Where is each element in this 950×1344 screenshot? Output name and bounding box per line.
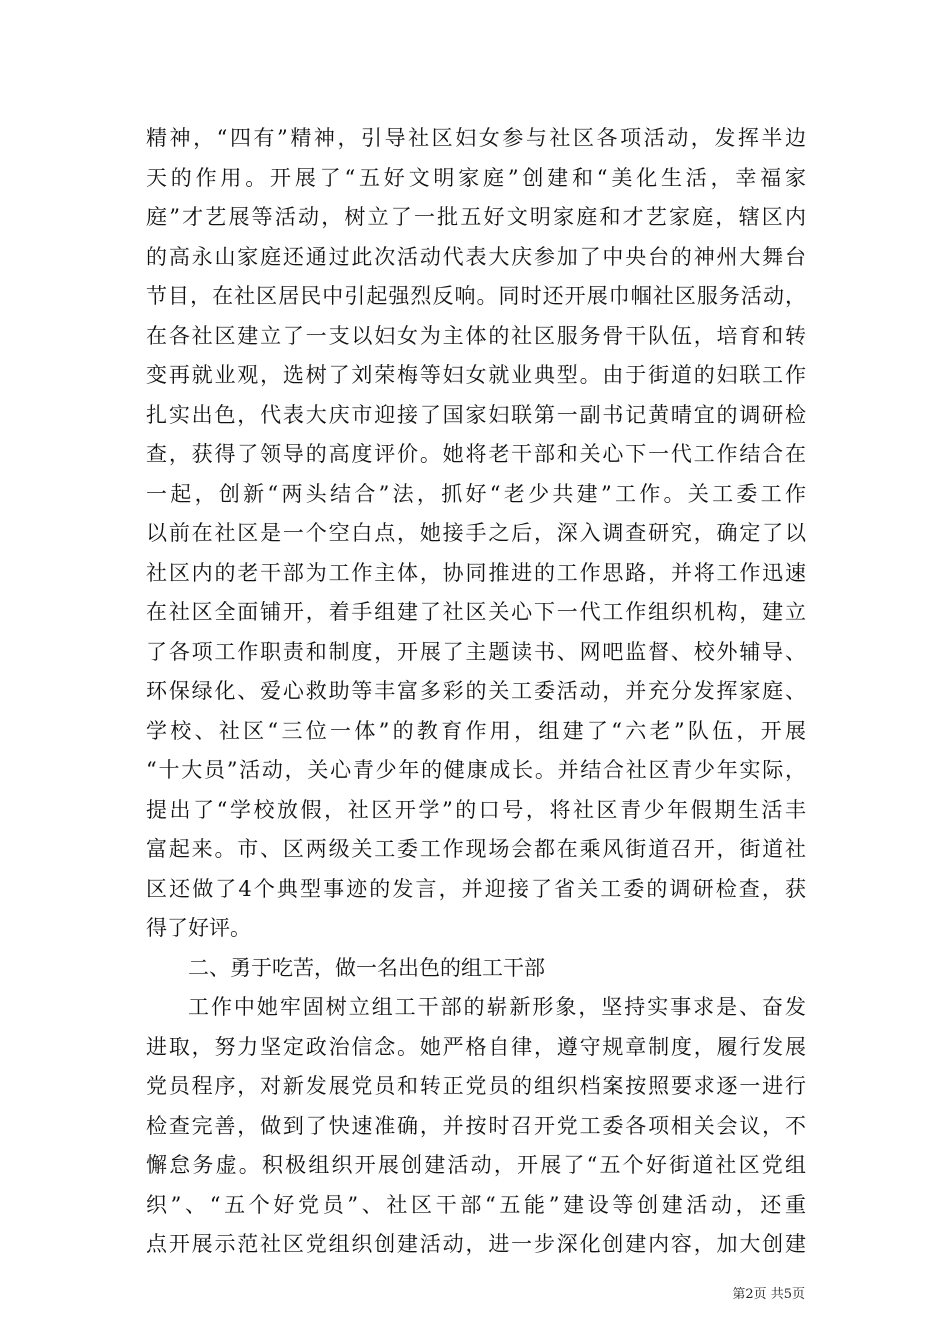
text-line: 得了好评。 (146, 916, 251, 940)
text-line: 庭”才艺展等活动，树立了一批五好文明家庭和才艺家庭，辖区内 (146, 205, 806, 229)
text-line: 点开展示范社区党组织创建活动，进一步深化创建内容，加大创建 (146, 1232, 806, 1256)
text-line: 工作中她牢固树立组工干部的崭新形象，坚持实事求是、奋发 (188, 995, 806, 1019)
text-line: 扎实出色，代表大庆市迎接了国家妇联第一副书记黄晴宜的调研检 (146, 402, 806, 427)
text-line: 查，获得了领导的高度评价。她将老干部和关心下一代工作结合在 (146, 442, 806, 466)
text-line: 检查完善，做到了快速准确，并按时召开党工委各项相关会议，不 (146, 1113, 806, 1138)
text-line: 社区内的老干部为工作主体，协同推进的工作思路，并将工作迅速 (146, 560, 806, 585)
text-line: 以前在社区是一个空白点，她接手之后，深入调查研究，确定了以 (146, 521, 806, 545)
text-line: 天的作用。开展了“五好文明家庭”创建和“美化生活，幸福家 (146, 165, 806, 190)
text-line: 提出了“学校放假，社区开学”的口号，将社区青少年假期生活丰 (146, 797, 806, 822)
text-line: 环保绿化、爱心救助等丰富多彩的关工委活动，并充分发挥家庭、 (146, 679, 806, 703)
body-text (146, 119, 806, 1265)
text-line: 富起来。市、区两级关工委工作现场会都在乘风街道召开，街道社 (146, 837, 806, 861)
text-line: 的高永山家庭还通过此次活动代表大庆参加了中央台的神州大舞台 (146, 244, 806, 269)
text-line: 变再就业观，选树了刘荣梅等妇女就业典型。由于街道的妇联工作 (146, 363, 806, 387)
text-line: 进取，努力坚定政治信念。她严格自律，遵守规章制度，履行发展 (146, 1034, 806, 1059)
text-line: 学校、社区“三位一体”的教育作用，组建了“六老”队伍，开展 (146, 718, 806, 743)
text-line: 党员程序，对新发展党员和转正党员的组织档案按照要求逐一进行 (146, 1074, 806, 1098)
text-line: 在各社区建立了一支以妇女为主体的社区服务骨干队伍，培育和转 (146, 323, 806, 348)
text-line: 精神，“四有”精神，引导社区妇女参与社区各项活动，发挥半边 (146, 126, 806, 150)
page-number: 第2页 共5页 (732, 1287, 805, 1302)
text-line: 区还做了4个典型事迹的发言，并迎接了省关工委的调研检查，获 (146, 876, 806, 901)
text-line: “十大员”活动，关心青少年的健康成长。并结合社区青少年实际， (146, 758, 806, 782)
text-line: 懈怠务虚。积极组织开展创建活动，开展了“五个好街道社区党组 (146, 1153, 806, 1177)
text-line: 织”、“五个好党员”、社区干部“五能”建设等创建活动，还重 (146, 1192, 806, 1217)
text-line: 一起，创新“两头结合”法，抓好“老少共建”工作。关工委工作 (146, 481, 806, 506)
text-line: 节目，在社区居民中引起强烈反响。同时还开展巾帼社区服务活动， (146, 284, 806, 308)
section-heading: 二、勇于吃苦，做一名出色的组工干部 (188, 955, 545, 980)
text-line: 在社区全面铺开，着手组建了社区关心下一代工作组织机构，建立 (146, 600, 806, 624)
text-line: 了各项工作职责和制度，开展了主题读书、网吧监督、校外辅导、 (146, 639, 806, 664)
